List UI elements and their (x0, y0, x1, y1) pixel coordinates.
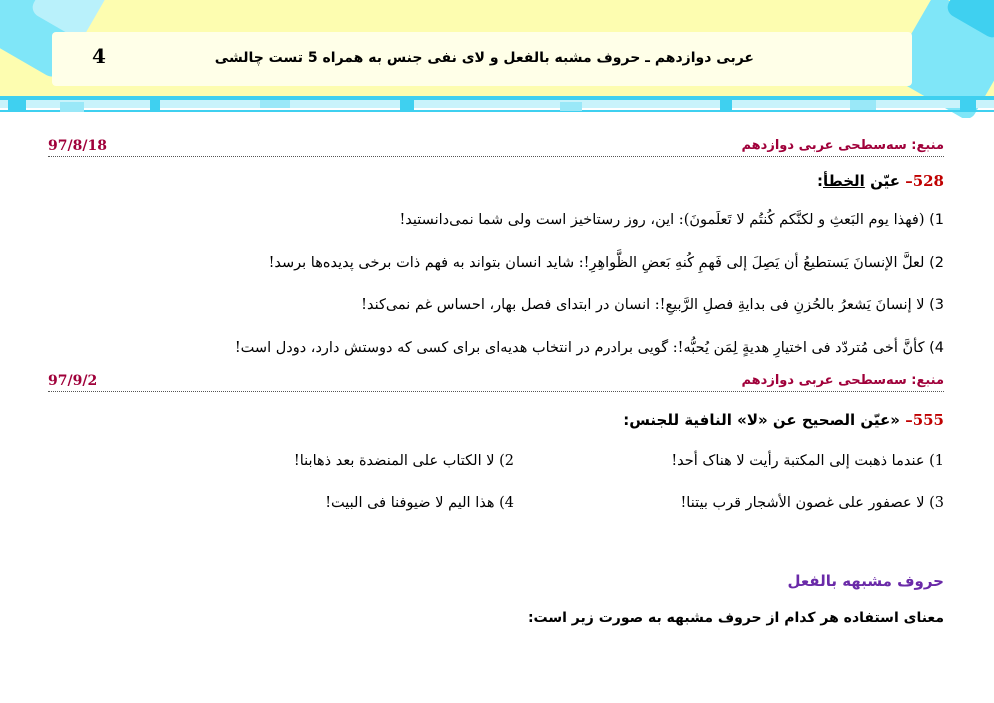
option-text: لعلَّ الإنسانَ یَستطیعُ أن یَصِلَ إلی فَهمِ کُنهِ بَعضِ الظَّواهِرِ!: شاید انسان بتواند به فهم ذات برخی پدیده‌ها برسد! (268, 255, 925, 271)
source-line (48, 138, 944, 157)
stripe-square (8, 98, 26, 110)
option-text: لا الکتاب علی المنضدة بعد ذهابنا! (293, 453, 495, 469)
option-text: لا إنسانَ یَشعرُ بالحُزنِ فی بدایةِ فصلِ الرَّبیعِ!: انسان در ابتدای فصل بهار، احساس غم نمی‌کند! (361, 297, 925, 313)
stripe-square (260, 100, 290, 108)
question-555-option-4 (325, 495, 514, 511)
stripe-square (850, 100, 876, 110)
page-header (0, 0, 994, 118)
stripe-square (720, 98, 732, 111)
question-number: 528– (905, 172, 944, 190)
option-text: (فهذا یوم البَعثِ و لکنَّکم کُنتُم لا تَعلَمونَ): این، روز رستاخیز است ولی شما نمی‌دانستید! (399, 212, 925, 228)
question-528-option-1 (399, 212, 944, 228)
page-number: 4 (92, 44, 106, 68)
question-prompt-prefix: عیّن (870, 172, 900, 190)
question-prompt: «عیّن الصحیح عن «لا» النافیة للجنس: (623, 411, 900, 429)
option-number: 4) (499, 495, 514, 511)
option-number: 4) (929, 340, 944, 356)
option-number: 2) (929, 255, 944, 271)
stripe-square (560, 102, 582, 111)
question-528-option-3 (361, 297, 944, 313)
question-number: 555– (905, 411, 944, 429)
question-555-heading (623, 411, 944, 429)
stripe-square (60, 102, 84, 112)
source-line (48, 373, 944, 392)
option-text: لا عصفور علی غصون الأشجار قرب بیتنا! (680, 495, 925, 511)
option-number: 3) (929, 297, 944, 313)
option-text: عندما ذهبت إلی المکتبة رأیت لا هناک أحد! (671, 453, 925, 469)
section-title: حروف مشبهه بالفعل (787, 572, 944, 590)
option-number: 1) (929, 453, 944, 469)
question-555-option-1 (671, 453, 944, 469)
source-date: 97/9/2 (48, 373, 103, 389)
option-number: 1) (929, 212, 944, 228)
stripe-square (400, 98, 414, 110)
option-number: 2) (499, 453, 514, 469)
question-528-heading (817, 172, 944, 190)
question-528-option-4 (235, 340, 944, 356)
source-date: 97/8/18 (48, 138, 113, 154)
stripe-square (960, 98, 976, 110)
question-528-option-2 (269, 255, 944, 271)
header-title: عربی دوازدهم ـ حروف مشبه بالفعل و لای نفی جنس به همراه 5 تست چالشی (214, 50, 754, 66)
question-555-option-3 (680, 495, 944, 511)
source-label: منبع: سه‌سطحی عربی دوازدهم (735, 138, 944, 153)
option-text: هذا الیم لا ضیوفنا فی البیت! (325, 495, 495, 511)
source-label: منبع: سه‌سطحی عربی دوازدهم (735, 373, 944, 388)
stripe-square (150, 98, 160, 112)
option-text: کأنَّ أخی مُتردّد فی اختیارِ هدیةٍ لِمَن یُحبُّه!: گویی برادرم در انتخاب هدیه‌ای برای کسی که دوستش دارد، دودل است! (234, 340, 925, 356)
question-prompt-underlined: الخطأ (823, 172, 865, 190)
section-text: معنای استفاده هر کدام از حروف مشبهه به صورت زیر است: (527, 610, 944, 626)
question-555-option-2 (294, 453, 514, 469)
option-number: 3) (929, 495, 944, 511)
question-prompt-suffix: : (817, 172, 823, 190)
